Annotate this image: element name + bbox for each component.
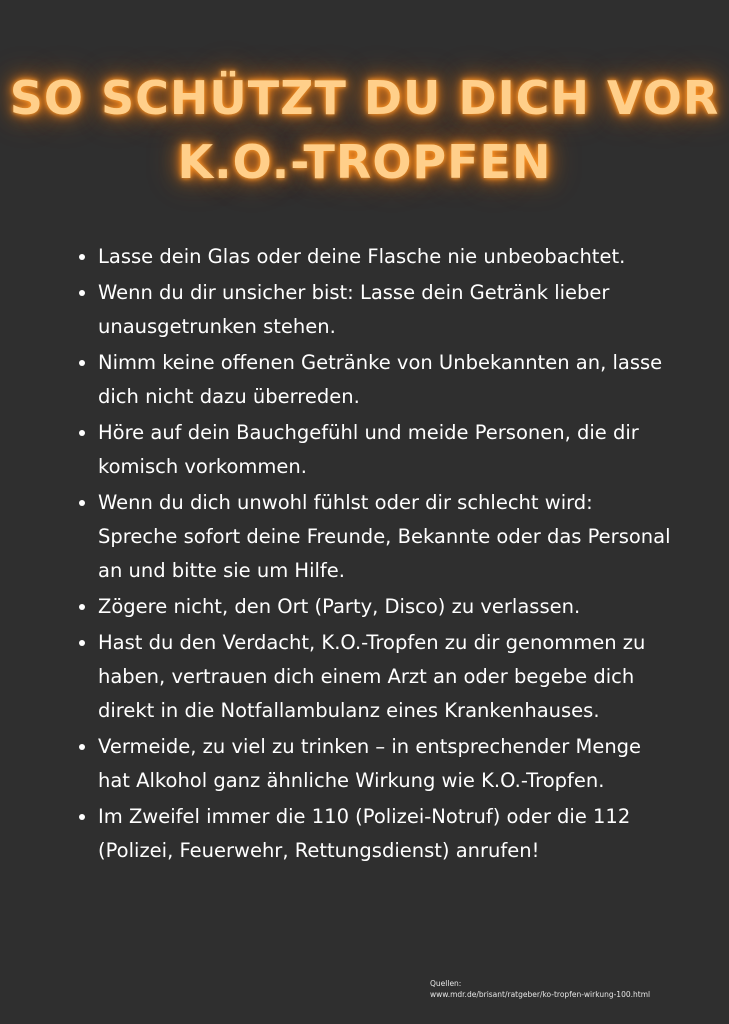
list-item xyxy=(74,800,674,868)
list-item xyxy=(74,626,674,728)
bullet-icon xyxy=(79,254,85,260)
sources-note xyxy=(430,978,650,1000)
list-item xyxy=(74,730,674,798)
list-item xyxy=(74,276,674,344)
bullet-icon xyxy=(79,640,85,646)
tip-text: Hast du den Verdacht, K.O.-Tropfen zu dir genommen zu haben, vertrauen dich einem Arzt an oder begebe dich direkt in die Notfallambulanz eines Krankenhauses. xyxy=(98,631,646,722)
bullet-icon xyxy=(79,744,85,750)
sources-url: www.mdr.de/brisant/ratgeber/ko-tropfen-wirkung-100.html xyxy=(430,990,651,999)
bullet-icon xyxy=(79,360,85,366)
bullet-icon xyxy=(79,814,85,820)
title-line-2: K.O.-TROPFEN xyxy=(177,135,552,189)
tip-text: Wenn du dir unsicher bist: Lasse dein Getränk lieber unausgetrunken stehen. xyxy=(98,281,610,338)
tip-text: Im Zweifel immer die 110 (Polizei-Notruf) oder die 112 (Polizei, Feuerwehr, Rettungsdienst) anrufen! xyxy=(98,805,631,862)
list-item xyxy=(74,486,674,588)
title-line-1: SO SCHÜTZT DU DICH VOR xyxy=(9,71,720,125)
list-item xyxy=(74,590,674,624)
bullet-icon xyxy=(79,604,85,610)
tips-list xyxy=(74,240,674,870)
bullet-icon xyxy=(79,430,85,436)
tip-text: Wenn du dich unwohl fühlst oder dir schlecht wird: Spreche sofort deine Freunde, Bekannte oder das Personal an und bitte sie um Hilfe. xyxy=(98,491,671,582)
tip-text: Zögere nicht, den Ort (Party, Disco) zu verlassen. xyxy=(98,595,581,618)
list-item xyxy=(74,416,674,484)
page-title xyxy=(0,66,729,194)
list-item xyxy=(74,346,674,414)
sources-label: Quellen: xyxy=(430,979,462,988)
tip-text: Vermeide, zu viel zu trinken – in entsprechender Menge hat Alkohol ganz ähnliche Wirkung wie K.O.-Tropfen. xyxy=(98,735,642,792)
bullet-icon xyxy=(79,290,85,296)
bullet-icon xyxy=(79,500,85,506)
tip-text: Nimm keine offenen Getränke von Unbekannten an, lasse dich nicht dazu überreden. xyxy=(98,351,663,408)
list-item xyxy=(74,240,674,274)
tip-text: Höre auf dein Bauchgefühl und meide Personen, die dir komisch vorkommen. xyxy=(98,421,639,478)
tip-text: Lasse dein Glas oder deine Flasche nie unbeobachtet. xyxy=(98,245,626,268)
